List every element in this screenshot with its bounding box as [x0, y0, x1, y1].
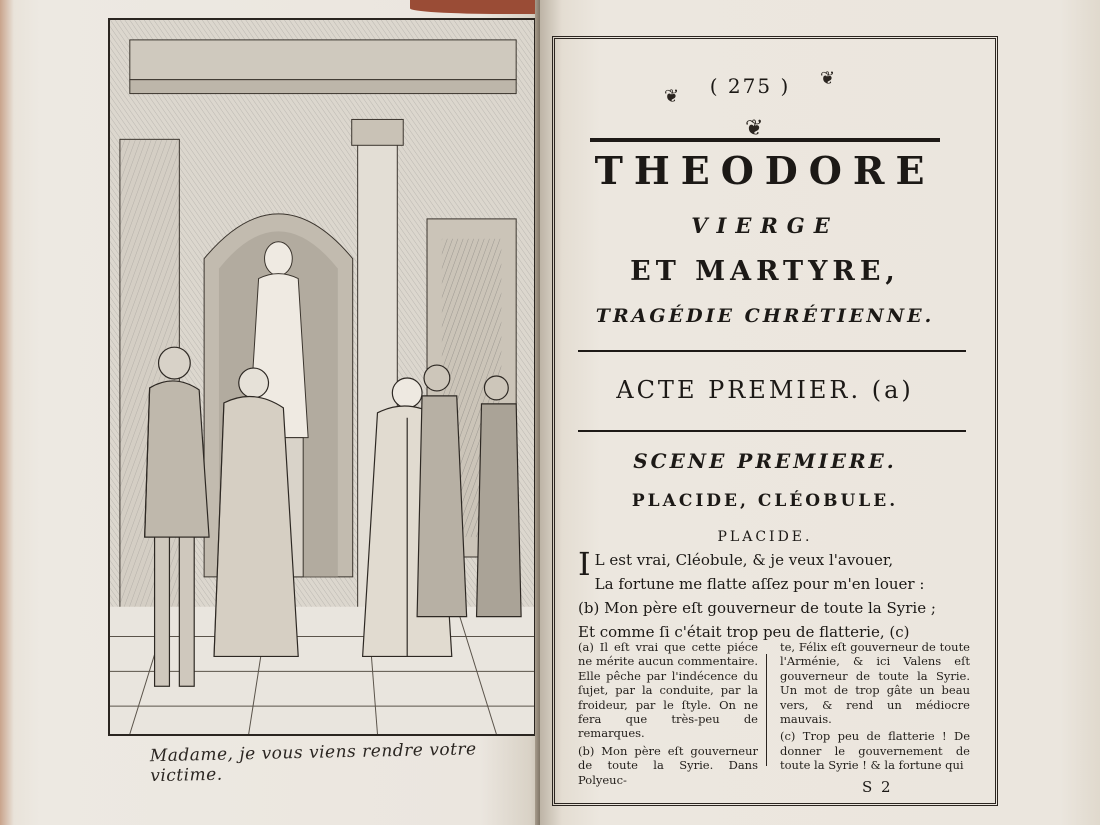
center-ornament: ❦ — [745, 116, 764, 141]
footnotes-right-column — [780, 640, 970, 776]
engraving-plate — [108, 18, 536, 736]
play-subtitle-vierge: VIERGE — [691, 213, 839, 238]
plate-caption: Madame, je vous viens rendre votre victime. — [149, 739, 477, 787]
page-number: ( 275 ) — [709, 74, 791, 98]
speaker-name: PLACIDE. — [717, 529, 813, 545]
play-genre: TRAGÉDIE CHRÉTIENNE. — [595, 305, 935, 327]
act-bottom-rule — [578, 430, 966, 432]
verse-line-4: Et comme ſi c'était trop peu de flatterie, (c) — [578, 623, 910, 641]
fleuron-ornament-right: ❦ — [820, 68, 836, 89]
footnotes-left-column — [578, 640, 758, 790]
footnote-c: (c) Trop peu de flatterie ! De donner le gouvernement de toute la Syrie ! & la fortune qui — [780, 729, 970, 773]
engraving-illustration — [110, 20, 534, 734]
act-heading: ACTE PREMIER. (a) — [616, 376, 914, 404]
footnote-a: (a) Il eſt vrai que cette piéce ne mérite aucun commentaire. Elle pêche par l'indécence du ſujet, par la conduite, par la froideur, par le ſtyle. On ne fera que très-peu de remarques. — [578, 640, 758, 741]
title-top-rule — [590, 138, 940, 142]
scene-characters: PLACIDE, CLÉOBULE. — [631, 491, 899, 511]
play-subtitle-martyre: ET MARTYRE, — [630, 256, 900, 287]
signature-mark: S 2 — [862, 778, 893, 796]
verse-line-3: (b) Mon père eſt gouverneur de toute la Syrie ; — [578, 599, 936, 617]
footnote-b: (b) Mon père eſt gouverneur de toute la Syrie. Dans Polyeuc- — [578, 743, 758, 787]
play-title: THEODORE — [594, 148, 936, 193]
verse-block — [578, 545, 968, 644]
verse-line-2: La fortune me flatte aſſez pour m'en louer : — [594, 575, 925, 593]
scene-heading: SCENE PREMIERE. — [633, 449, 897, 473]
verse-line-1: IL est vrai, Cléobule, & je veux l'avouer, — [578, 545, 894, 583]
act-top-rule — [578, 350, 966, 352]
footnote-b-continued: te, Félix eſt gouverneur de toute l'Arménie, & ici Valens eſt gouverneur de toute la Syrie. Un mot de trop gâte un beau vers, & rend un médiocre mauvais. — [780, 640, 970, 727]
footnote-column-divider — [766, 654, 767, 766]
fleuron-ornament-left: ❦ — [664, 86, 680, 107]
